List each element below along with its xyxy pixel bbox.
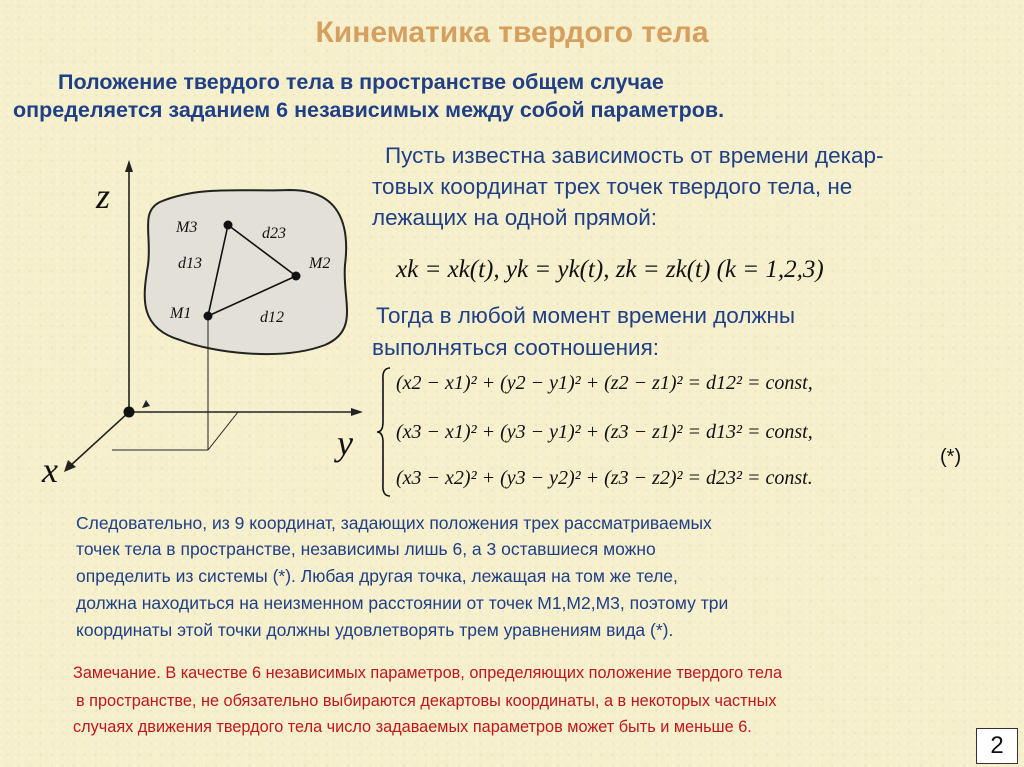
system-brace: [376, 366, 392, 498]
conclusion-line-5: координаты этой точки должны удовлетворять трем уравнениям вида (*).: [76, 620, 674, 640]
label-d12: d12: [260, 309, 284, 326]
then-line-1: Тогда в любой момент времени должны: [376, 303, 796, 328]
point-m1: [204, 312, 213, 321]
conclusion-line-1: Следовательно, из 9 координат, задающих положения трех рассматриваемых: [76, 513, 712, 533]
origin-point: [124, 407, 135, 418]
page-title: Кинематика твердого тела: [315, 16, 709, 49]
system-equation-3: (x3 − x2)² + (y3 − y2)² + (z3 − z2)² = d23² = const.: [396, 467, 813, 489]
point-m2: [292, 272, 301, 281]
system-equation-2: (x3 − x1)² + (y3 − y1)² + (z3 − z1)² = d13² = const,: [396, 421, 813, 443]
conclusion-line-3: определить из системы (*). Любая другая точка, лежащая на том же теле,: [76, 566, 678, 586]
projection-to-y: [208, 412, 238, 450]
y-axis-arrow: [351, 408, 363, 416]
intro-line-3: лежащих на одной прямой:: [372, 205, 658, 230]
remark-line-2: в пространстве, не обязательно выбираются декартовы координаты, а в некоторых частных: [76, 692, 777, 710]
remark-line-3: случаях движения твердого тела число задаваемых параметров может быть и меньше 6.: [73, 718, 752, 736]
label-d13: d13: [178, 255, 202, 272]
point-m3: [224, 221, 233, 230]
rotation-marker: [142, 400, 150, 408]
subtitle-line-2: определяется заданием 6 независимых между собой параметров.: [13, 98, 725, 122]
page-number: 2: [976, 728, 1018, 764]
label-d23: d23: [262, 225, 286, 242]
label-m2: M2: [309, 255, 331, 272]
label-m3: M3: [176, 219, 198, 236]
z-axis-arrow: [125, 160, 133, 172]
conclusion-line-2: точек тела в пространстве, независимы лишь 6, а 3 оставшиеся можно: [76, 539, 656, 559]
axis-x-label: x: [42, 450, 58, 490]
intro-line-1: Пусть известна зависимость от времени декар-: [385, 143, 884, 168]
label-m1: M1: [170, 305, 192, 322]
axis-z-label: z: [96, 176, 111, 216]
intro-line-2: товых координат трех точек твердого тела, не: [372, 174, 853, 199]
coordinates-formula: [396, 256, 824, 284]
subtitle-line-1: Положение твердого тела в пространстве общем случае: [58, 70, 664, 94]
axis-y-label: y: [337, 423, 353, 463]
system-label: (*): [940, 446, 962, 468]
rigid-body-diagram: [30, 150, 370, 500]
coordinates-formula-text: xk = xk(t), yk = yk(t), zk = zk(t) (k = 1,2,3): [396, 256, 824, 283]
remark-line-1: Замечание. В качестве 6 независимых параметров, определяющих положение твердого тела: [73, 664, 783, 682]
conclusion-line-4: должна находиться на неизменном расстоянии от точек М1,М2,М3, поэтому три: [76, 593, 729, 613]
x-axis: [70, 412, 129, 466]
system-equation-1: (x2 − x1)² + (y2 − y1)² + (z2 − z1)² = d12² = const,: [396, 372, 813, 394]
body-shape: [145, 190, 347, 354]
then-line-2: выполняться соотношения:: [372, 335, 660, 360]
